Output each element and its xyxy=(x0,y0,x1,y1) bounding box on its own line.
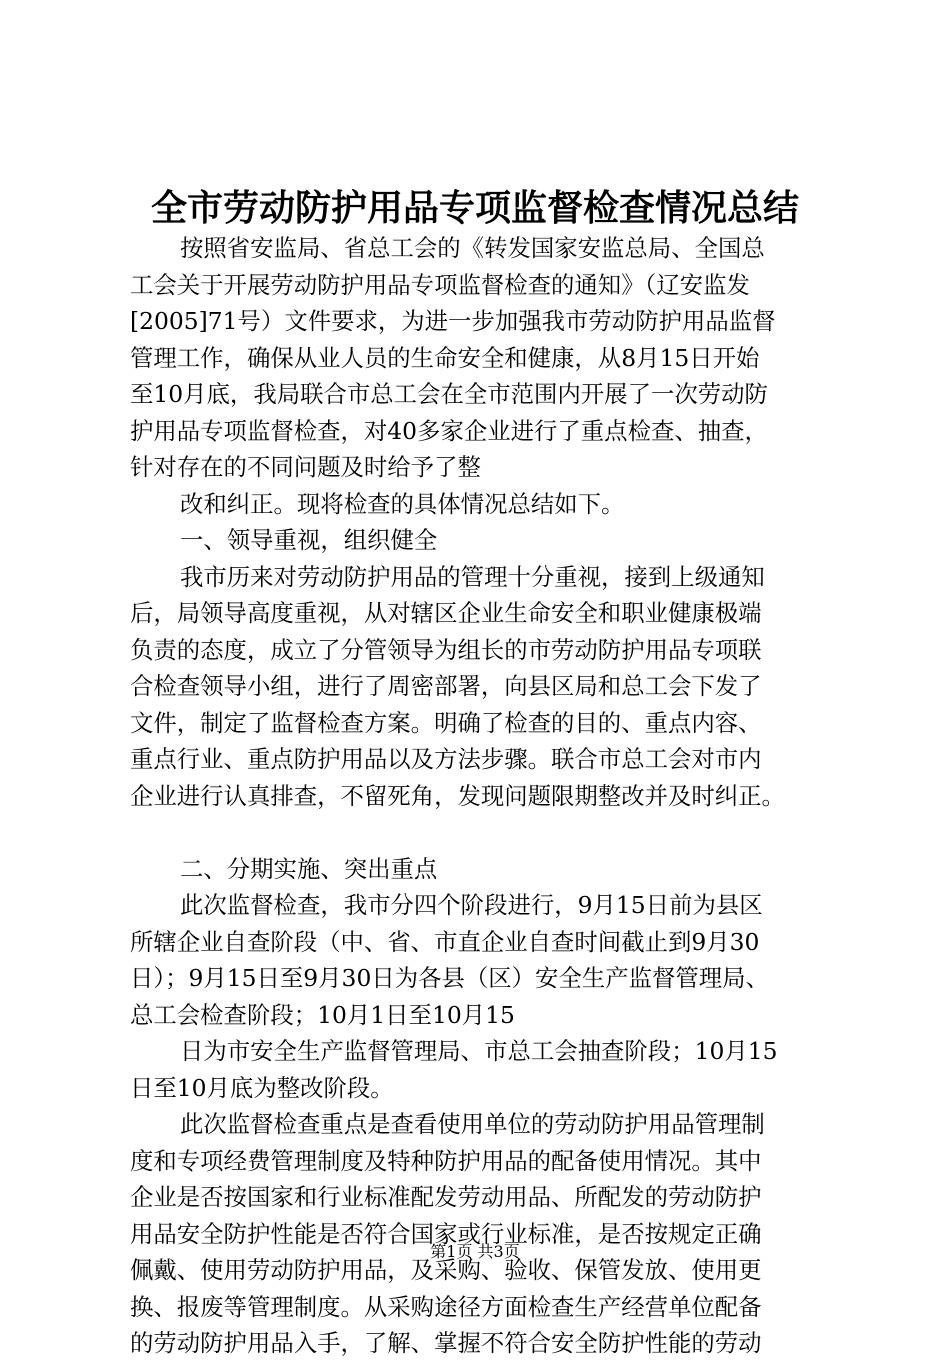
paragraph-line: 日至10月底为整改阶段。 xyxy=(130,1073,394,1102)
paragraph-line: 度和专项经费管理制度及特种防护用品的配备使用情况。其中 xyxy=(130,1146,762,1175)
paragraph-line: 针对存在的不同问题及时给予了整 xyxy=(130,453,481,481)
paragraph-line: 企业是否按国家和行业标准配发劳动用品、所配发的劳动防护 xyxy=(130,1183,762,1211)
paragraph-line: 工会关于开展劳动防护用品专项监督检查的通知》（辽安监发 xyxy=(130,270,750,299)
paragraph-line: 文件，制定了监督检查方案。明确了检查的目的、重点内容、 xyxy=(130,708,762,737)
paragraph-line: 负责的态度，成立了分管领导为组长的市劳动防护用品专项联 xyxy=(130,635,762,664)
paragraph-line: 改和纠正。现将检查的具体情况总结如下。 xyxy=(180,489,625,518)
paragraph-line: 重点行业、重点防护用品以及方法步骤。联合市总工会对市内 xyxy=(130,745,762,773)
paragraph-line: 日）；9月15日至9月30日为各县（区）安全生产监督管理局、 xyxy=(130,964,769,992)
paragraph-line: 此次监督检查，我市分四个阶段进行，9月15日前为县区 xyxy=(180,891,763,919)
paragraph-line: 按照省安监局、省总工会的《转发国家安监总局、全国总 xyxy=(180,234,765,262)
paragraph-line: 的劳动防护用品入手，了解、掌握不符合安全防护性能的劳动 xyxy=(130,1329,762,1357)
page-footer: 第1页 共3页 xyxy=(430,1242,520,1261)
paragraph-line: 佩戴、使用劳动防护用品，及采购、验收、保管发放、使用更 xyxy=(130,1256,762,1284)
paragraph-line: 总工会检查阶段；10月1日至10月15 xyxy=(130,1000,515,1029)
paragraph-line: 用品安全防护性能是否符合国家或行业标准，是否按规定正确 xyxy=(130,1219,762,1248)
paragraph-line: 日为市安全生产监督管理局、市总工会抽查阶段；10月15 xyxy=(180,1037,778,1065)
paragraph-line: 所辖企业自查阶段（中、省、市直企业自查时间截止到9月30 xyxy=(130,927,760,956)
paragraph-line: 企业进行认真排查，不留死角，发现问题限期整改并及时纠正。 xyxy=(130,781,785,810)
paragraph-line: 换、报废等管理制度。从采购途径方面检查生产经营单位配备 xyxy=(130,1292,762,1321)
paragraph-line: 管理工作，确保从业人员的生命安全和健康，从8月15日开始 xyxy=(130,343,760,372)
paragraph-line: 至10月底，我局联合市总工会在全市范围内开展了一次劳动防 xyxy=(130,380,768,408)
section-heading: 一、领导重视，组织健全 xyxy=(180,526,438,554)
document-title: 全市劳动防护用品专项监督检查情况总结 xyxy=(150,187,799,229)
paragraph-line: 我市历来对劳动防护用品的管理十分重视，接到上级通知 xyxy=(180,562,765,591)
paragraph-line: 后，局领导高度重视，从对辖区企业生命安全和职业健康极端 xyxy=(130,599,762,627)
paragraph-line: 护用品专项监督检查，对40多家企业进行了重点检查、抽查， xyxy=(130,416,768,445)
section-heading: 二、分期实施、突出重点 xyxy=(180,854,438,883)
paragraph-line: 合检查领导小组，进行了周密部署，向县区局和总工会下发了 xyxy=(130,672,762,700)
blank-line xyxy=(130,814,835,851)
paragraph-line: 此次监督检查重点是查看使用单位的劳动防护用品管理制 xyxy=(180,1110,765,1138)
paragraph-line: [2005]71号）文件要求，为进一步加强我市劳动防护用品监督 xyxy=(130,307,776,335)
document-body xyxy=(130,230,835,1362)
